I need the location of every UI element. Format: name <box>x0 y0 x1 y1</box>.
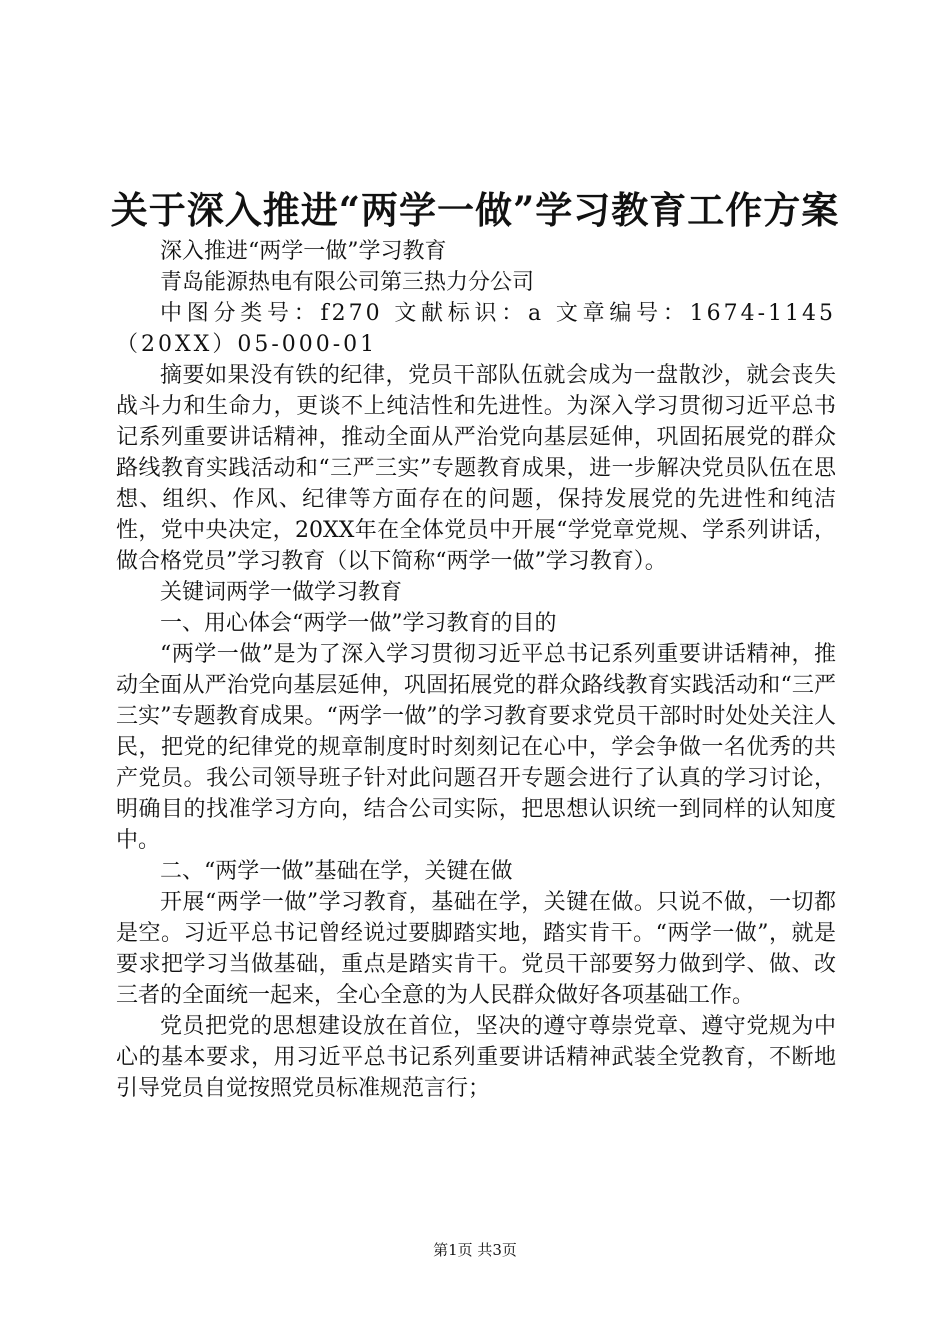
body-paragraph: 开展“两学一做”学习教育，基础在学，关键在做。只说不做，一切都是空。习近平总书记曾经说过要脚踏实地，踏实肯干。“两学一做”，就是要求把学习当做基础，重点是踏实肯干。党员干部要努力做到学、做、改三者的全面统一起来，全心全意的为人民群众做好各项基础工作。 <box>116 890 836 1008</box>
document-subtitle: 深入推进“两学一做”学习教育 <box>160 239 447 264</box>
body-paragraph: “两学一做”是为了深入学习贯彻习近平总书记系列重要讲话精神，推动全面从严治党向基层延伸，巩固拓展党的群众路线教育实践活动和“三严三实”专题教育成果。“两学一做”的学习教育要求党员干部时时处处关注人民，把党的纪律党的规章制度时时刻刻记在心中，学会争做一名优秀的共产党员。我公司领导班子针对此问题召开专题会进行了认真的学习讨论，明确目的找准学习方向，结合公司实际，把思想认识统一到同样的认知度中。 <box>116 642 836 853</box>
document-title: 关于深入推进“两学一做”学习教育工作方案 <box>110 188 840 232</box>
section-heading-2: 二、“两学一做”基础在学，关键在做 <box>160 859 513 884</box>
abstract-paragraph: 摘要如果没有铁的纪律，党员干部队伍就会成为一盘散沙，就会丧失战斗力和生命力，更谈不上纯洁性和先进性。为深入学习贯彻习近平总书记系列重要讲话精神，推动全面从严治党向基层延伸，巩固拓展党的群众路线教育实践活动和“三严三实”专题教育成果，进一步解决党员队伍在思想、组织、作风、纪律等方面存在的问题，保持发展党的先进性和纯洁性，党中央决定，20XX年在全体党员中开展“学党章党规、学系列讲话，做合格党员”学习教育（以下简称“两学一做”学习教育）。 <box>116 363 836 574</box>
section-heading-1: 一、用心体会“两学一做”学习教育的目的 <box>160 611 557 636</box>
classification-line: 中图分类号：f270 文献标识：a 文章编号：1674-1145（20XX）05-000-01 <box>116 301 836 357</box>
page-number-footer: 第1页 共3页 <box>433 1241 517 1259</box>
keywords-line: 关键词两学一做学习教育 <box>160 580 403 605</box>
document-body <box>116 236 836 1104</box>
body-paragraph: 党员把党的思想建设放在首位，坚决的遵守尊崇党章、遵守党规为中心的基本要求，用习近平总书记系列重要讲话精神武装全党教育，不断地引导党员自觉按照党员标准规范言行； <box>116 1014 836 1101</box>
document-author: 青岛能源热电有限公司第三热力分公司 <box>160 270 535 295</box>
